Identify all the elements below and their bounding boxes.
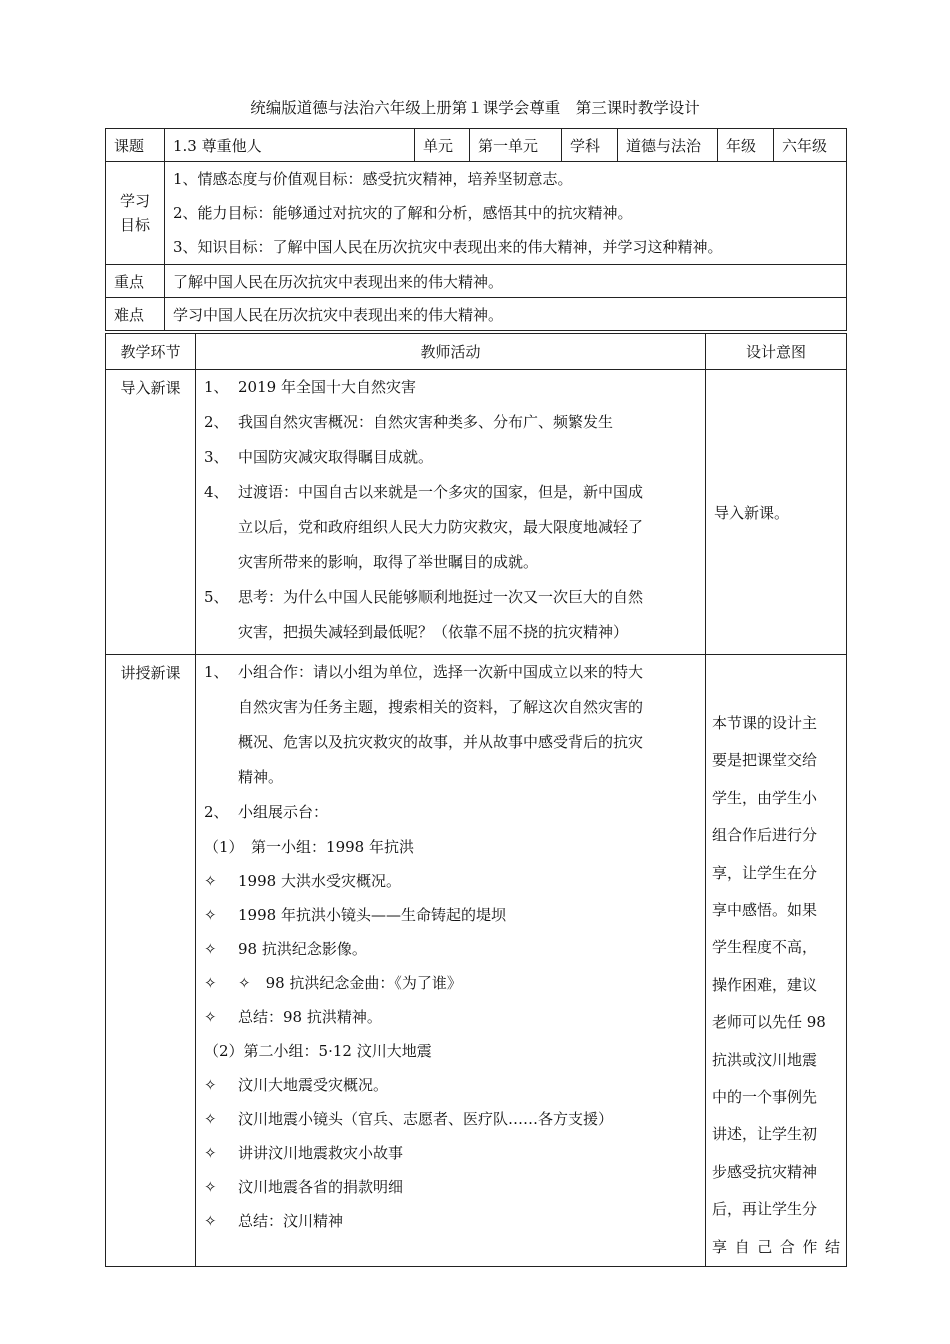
grade-label: 年级	[718, 129, 774, 162]
lecture-stage: 讲授新课	[120, 664, 181, 682]
list-item: ✧ 1998 大洪水受灾概况。	[204, 864, 697, 898]
process-header-row	[106, 334, 847, 370]
list-item-continuation: 自然灾害为任务主题，搜索相关的资料，了解这次自然灾害的	[238, 698, 644, 716]
goal-item: 1、情感态度与价值观目标：感受抗灾精神，培养坚韧意志。	[173, 170, 573, 188]
diamond-bullet-icon: ✧	[204, 1008, 217, 1026]
list-item: 5、 思考：为什么中国人民能够顺利地挺过一次又一次巨大的自然	[204, 588, 644, 606]
list-item-continuation: 灾害，把损失减轻到最低呢？（依靠不屈不挠的抗灾精神）	[238, 623, 629, 641]
lecture-row	[106, 655, 847, 1267]
list-item: ✧ 汶川地震各省的捐款明细	[204, 1170, 697, 1204]
diamond-bullet-icon: ✧	[204, 1076, 217, 1094]
list-item: ✧ 总结：98 抗洪精神。	[204, 1000, 697, 1034]
lecture-stage-cell	[106, 655, 196, 1267]
lecture-activity-list	[196, 655, 705, 1242]
diamond-bullet-icon: ✧	[204, 940, 217, 958]
list-item: ✧ 总结：汶川精神	[204, 1204, 697, 1238]
goals-label: 学习 目标	[106, 162, 165, 265]
lecture-intent: 本节课的设计主 要是把课堂交给 学生，由学生小 组合作后进行分 享，让学生在分 享中感悟。如果 学生程度不高， 操作困难，建议 老师可以先任 98 抗洪或汶川地震 中的一个事例先 讲述，让学生初 步感受抗灾精神 后，再让学生分 享自己合作结	[712, 714, 840, 1256]
subject-label: 学科	[562, 129, 618, 162]
unit-label: 单元	[415, 129, 470, 162]
difficulty-row	[106, 298, 847, 331]
teaching-process-table	[105, 333, 847, 1267]
grade-value: 六年级	[774, 129, 847, 162]
list-item: ✧ 汶川地震小镜头（官兵、志愿者、医疗队……各方支援）	[204, 1102, 697, 1136]
lecture-activity-cell	[196, 655, 706, 1267]
list-item: ✧ 1998 年抗洪小镜头——生命铸起的堤坝	[204, 898, 697, 932]
info-row	[106, 129, 847, 162]
group2-title: （2）第二小组：5·12 汶川大地震	[204, 1042, 432, 1060]
header-intent: 设计意图	[706, 334, 847, 370]
intro-activity-list	[196, 370, 705, 654]
difficulty-label: 难点	[106, 298, 165, 331]
unit-value: 第一单元	[470, 129, 562, 162]
intro-intent-cell	[706, 370, 847, 655]
list-item: ✧ ✧ 98 抗洪纪念金曲：《为了谁》	[204, 966, 697, 1000]
goal-item: 2、能力目标：能够通过对抗灾的了解和分析，感悟其中的抗灾精神。	[173, 204, 633, 222]
group1-title: （1） 第一小组：1998 年抗洪	[204, 838, 414, 856]
goals-list	[165, 162, 847, 265]
list-item: ✧ 汶川大地震受灾概况。	[204, 1068, 697, 1102]
lesson-info-table	[105, 128, 847, 331]
list-item: ✧ 讲讲汶川地震救灾小故事	[204, 1136, 697, 1170]
list-item: ✧ 98 抗洪纪念影像。	[204, 932, 697, 966]
difficulty-value: 学习中国人民在历次抗灾中表现出来的伟大精神。	[165, 298, 847, 331]
goals-row	[106, 162, 847, 265]
intro-stage-cell	[106, 370, 196, 655]
topic-value: 1.3 尊重他人	[165, 129, 415, 162]
list-item-continuation: 精神。	[238, 768, 284, 786]
document-title: 统编版道德与法治六年级上册第１课学会尊重 第三课时教学设计	[250, 99, 700, 117]
intro-row	[106, 370, 847, 655]
intro-intent: 导入新课。	[714, 503, 790, 522]
diamond-bullet-icon: ✧	[204, 974, 217, 992]
header-activity: 教师活动	[196, 334, 706, 370]
list-item: 2、 我国自然灾害概况：自然灾害种类多、分布广、频繁发生	[204, 413, 614, 431]
diamond-bullet-icon: ✧	[204, 1178, 217, 1196]
list-item: 2、 小组展示台：	[204, 803, 329, 821]
topic-label: 课题	[106, 129, 165, 162]
diamond-bullet-icon: ✧	[204, 1144, 217, 1162]
diamond-bullet-icon: ✧	[204, 872, 217, 890]
lecture-intent-cell	[706, 655, 847, 1267]
key-point-label: 重点	[106, 265, 165, 298]
header-stage: 教学环节	[106, 334, 196, 370]
goal-item: 3、知识目标：了解中国人民在历次抗灾中表现出来的伟大精神，并学习这种精神。	[173, 238, 723, 256]
key-point-value: 了解中国人民在历次抗灾中表现出来的伟大精神。	[165, 265, 847, 298]
list-item-continuation: 概况、危害以及抗灾救灾的故事，并从故事中感受背后的抗灾	[238, 733, 644, 751]
key-point-row	[106, 265, 847, 298]
list-item: 1、 小组合作：请以小组为单位，选择一次新中国成立以来的特大	[204, 663, 644, 681]
intro-activity-cell	[196, 370, 706, 655]
diamond-bullet-icon: ✧	[204, 906, 217, 924]
list-item: 1、 2019 年全国十大自然灾害	[204, 378, 416, 396]
subject-value: 道德与法治	[618, 129, 718, 162]
list-item-continuation: 立以后，党和政府组织人民大力防灾救灾，最大限度地减轻了	[238, 518, 644, 536]
list-item-continuation: 灾害所带来的影响，取得了举世瞩目的成就。	[238, 553, 539, 571]
diamond-bullet-icon: ✧	[204, 1110, 217, 1128]
list-item: 3、 中国防灾减灾取得瞩目成就。	[204, 448, 434, 466]
list-item: 4、 过渡语：中国自古以来就是一个多灾的国家，但是，新中国成	[204, 483, 644, 501]
intro-stage: 导入新课	[120, 379, 181, 397]
diamond-bullet-icon: ✧	[204, 1212, 217, 1230]
